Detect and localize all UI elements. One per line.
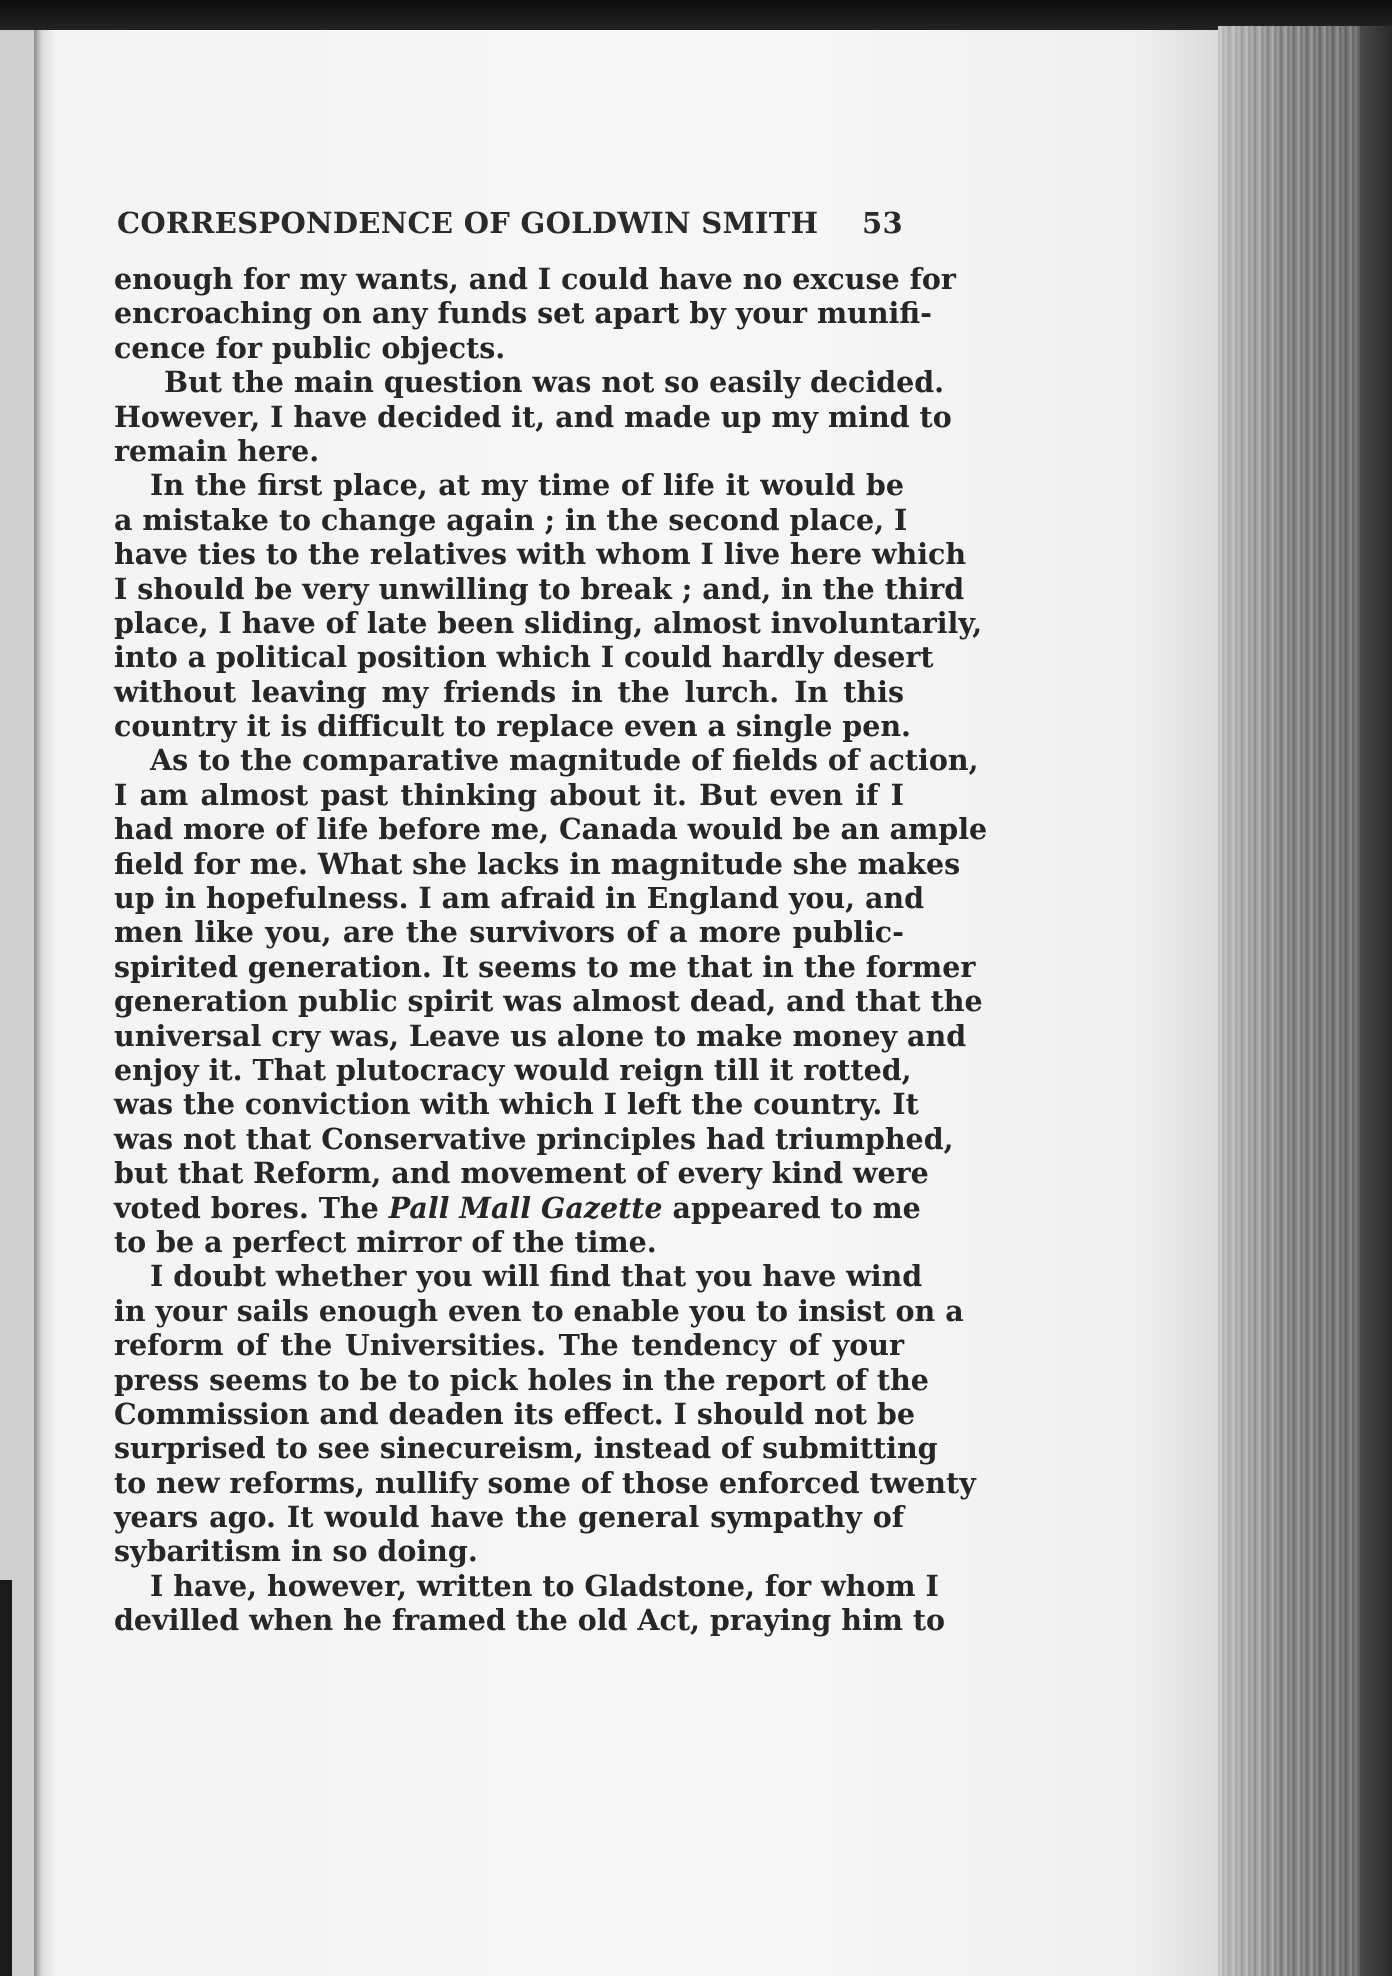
text-line: to new reforms, nullify some of those enforced twenty [114, 1465, 976, 1500]
text-line-with-italic [114, 1190, 921, 1225]
text-line: As to the comparative magnitude of fields of action, [150, 743, 979, 778]
scan-left-edge [0, 1580, 12, 1976]
text-line: into a political position which I could hardly desert [114, 640, 934, 675]
running-head [117, 206, 903, 250]
text-line: surprised to see sinecureism, instead of submitting [114, 1431, 938, 1466]
italic-line-before: voted bores. The [114, 1190, 389, 1225]
paragraph [114, 262, 956, 365]
text-line: up in hopefulness. I am afraid in England you, and [114, 881, 925, 916]
gutter-shadow [34, 30, 54, 1976]
text-line: cence for public objects. [114, 330, 506, 365]
text-line: place, I have of late been sliding, almost involuntarily, [114, 605, 983, 640]
text-line: In the first place, at my time of life it would be [150, 468, 904, 503]
paragraph [114, 365, 952, 468]
text-line: was the conviction with which I left the country. It [114, 1087, 919, 1122]
text-line: reform of the Universities. The tendency of your [114, 1328, 904, 1363]
text-line: However, I have decided it, and made up my mind to [114, 399, 952, 434]
text-line: I doubt whether you will find that you have wind [150, 1259, 923, 1294]
text-line: in your sails enough even to enable you to insist on a [114, 1293, 964, 1328]
body-text [114, 262, 988, 1638]
text-line: I am almost past thinking about it. But even if I [114, 777, 904, 812]
text-line: encroaching on any funds set apart by your munifi- [114, 296, 932, 331]
page-number: 53 [862, 206, 903, 240]
text-line: a mistake to change again ; in the second place, I [114, 502, 908, 537]
paragraph [114, 743, 988, 1259]
text-line: was not that Conservative principles had triumphed, [114, 1121, 954, 1156]
text-line: devilled when he framed the old Act, praying him to [114, 1603, 946, 1638]
text-line: remain here. [114, 433, 320, 468]
text-line: Commission and deaden its effect. I should not be [114, 1396, 915, 1431]
running-head-title: CORRESPONDENCE OF GOLDWIN SMITH [117, 206, 819, 240]
text-line: But the main question was not so easily decided. [164, 365, 945, 400]
text-line: but that Reform, and movement of every kind were [114, 1156, 929, 1191]
text-line: I have, however, written to Gladstone, for whom I [150, 1568, 939, 1603]
text-line: men like you, are the survivors of a more public- [114, 915, 904, 950]
paragraph [114, 468, 983, 744]
newspaper-title: Pall Mall Gazette [388, 1190, 663, 1225]
text-line: enough for my wants, and I could have no excuse for [114, 262, 956, 296]
paragraph [114, 1568, 946, 1638]
text-line: generation public spirit was almost dead, and that the [114, 984, 983, 1019]
text-line: universal cry was, Leave us alone to make money and [114, 1018, 967, 1053]
text-line: spirited generation. It seems to me that in the former [114, 949, 976, 984]
text-line: to be a perfect mirror of the time. [114, 1224, 657, 1259]
text-line: I should be very unwilling to break ; and, in the third [114, 571, 965, 606]
text-line: press seems to be to pick holes in the report of the [114, 1362, 929, 1397]
text-line: enjoy it. That plutocracy would reign till it rotted, [114, 1052, 912, 1087]
text-line: sybaritism in so doing. [114, 1534, 478, 1569]
text-line: years ago. It would have the general sympathy of [114, 1500, 904, 1535]
italic-line-after: appeared to me [662, 1190, 921, 1225]
text-line: field for me. What she lacks in magnitude she makes [114, 846, 961, 881]
text-line: without leaving my friends in the lurch. In this [114, 674, 904, 709]
text-line: had more of life before me, Canada would be an ample [114, 812, 988, 847]
paragraph [114, 1259, 976, 1569]
text-line: country it is difficult to replace even a single pen. [114, 709, 911, 744]
text-line: have ties to the relatives with whom I live here which [114, 537, 967, 572]
fore-edge-dark-edge [1360, 26, 1392, 1976]
